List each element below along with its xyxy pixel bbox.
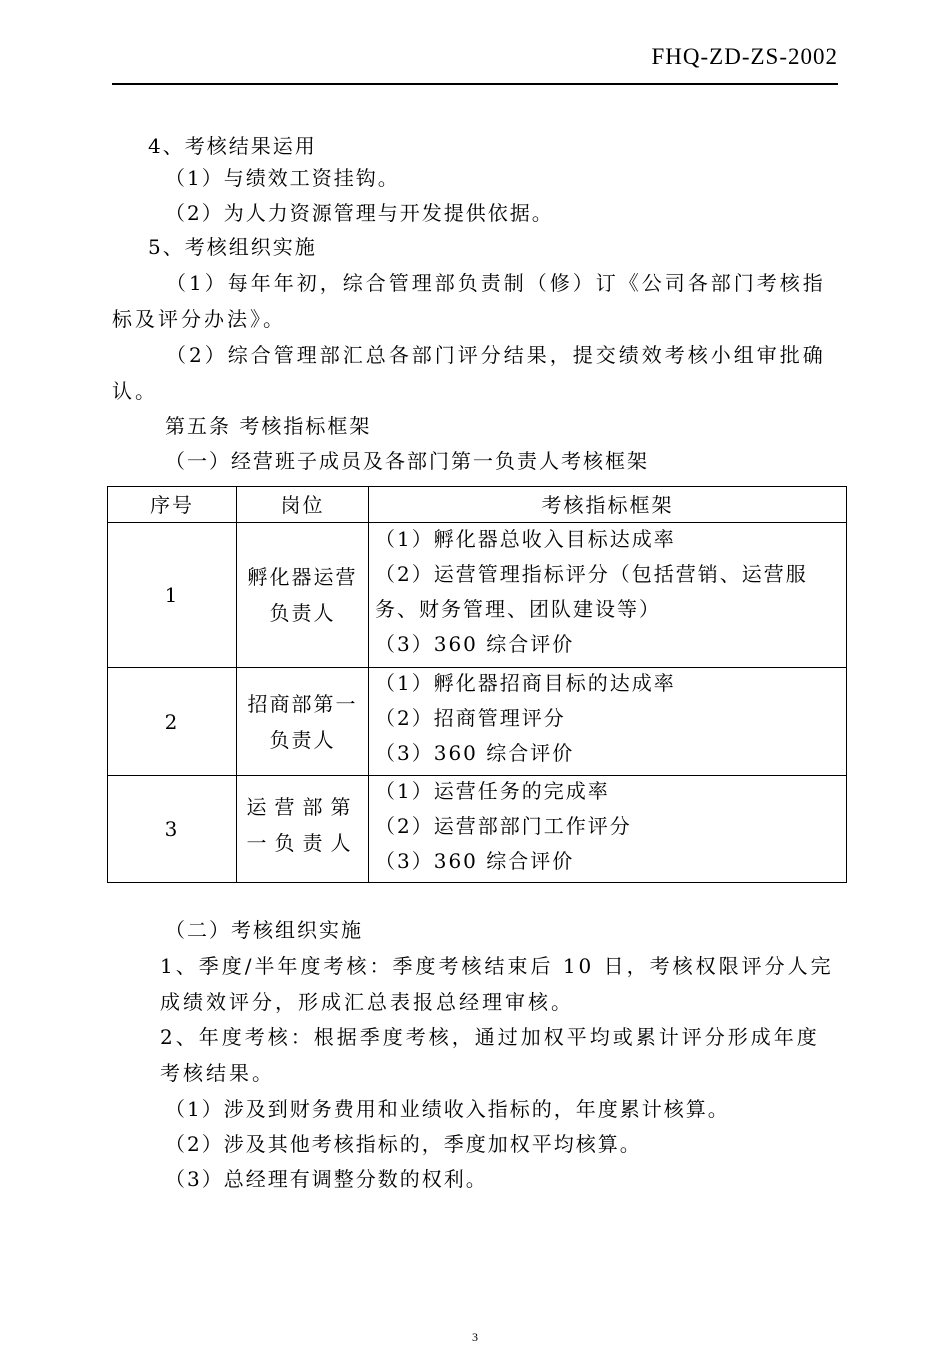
row-serial-no: 2: [108, 668, 237, 776]
table-header-row: [108, 487, 847, 523]
row-framework: [369, 523, 847, 668]
header-framework: 考核指标框架: [369, 487, 847, 523]
part2-item-1: （1）涉及到财务费用和业绩收入指标的，年度累计核算。: [165, 1097, 730, 1121]
part2-paragraph-2: 2、年度考核：根据季度考核，通过加权平均或累计评分形成年度考核结果。: [160, 1025, 820, 1085]
row-framework: [369, 668, 847, 776]
article5-title: 第五条 考核指标框架: [165, 414, 372, 438]
table-row: [108, 776, 847, 883]
position-text: 招商部第一负责人: [247, 691, 358, 752]
row-serial-no: 1: [108, 523, 237, 668]
row-position: [237, 668, 369, 776]
section5-title: 5、考核组织实施: [148, 235, 317, 259]
header-serial-no: 序号: [108, 487, 237, 523]
row-serial-no: 3: [108, 776, 237, 883]
table-row: [108, 668, 847, 776]
framework-item: （2）运营部部门工作评分: [375, 813, 632, 838]
section4-title: 4、考核结果运用: [148, 134, 317, 158]
table-row: [108, 523, 847, 668]
framework-item: （3）360 综合评价: [375, 848, 575, 873]
row-position: [237, 776, 369, 883]
part2-paragraph-1: 1、季度/半年度考核：季度考核结束后 10 日，考核权限评分人完成绩效评分，形成汇总表报总经理审核。: [160, 954, 834, 1014]
assessment-framework-table: [107, 486, 847, 883]
position-text: 运营部第一负责人: [246, 795, 359, 855]
framework-item: （1）孵化器招商目标的达成率: [375, 671, 676, 695]
part2-title: （二）考核组织实施: [165, 918, 363, 942]
part2-item-2: （2）涉及其他考核指标的，季度加权平均核算。: [165, 1132, 642, 1156]
framework-item: （2）运营管理指标评分（包括营销、运营服务、财务管理、团队建设等）: [375, 562, 808, 621]
position-text: 孵化器运营负责人: [247, 565, 358, 625]
section4-item-1: （1）与绩效工资挂钩。: [165, 166, 400, 190]
header-rule: [112, 83, 838, 85]
part2-item-3: （3）总经理有调整分数的权利。: [165, 1167, 488, 1191]
framework-item: （1）运营任务的完成率: [375, 778, 610, 803]
page-number: 3: [472, 1330, 478, 1344]
framework-item: （3）360 综合评价: [375, 632, 575, 656]
framework-item: （1）孵化器总收入目标达成率: [375, 527, 676, 551]
row-position: [237, 523, 369, 668]
framework-item: （3）360 综合评价: [375, 741, 575, 765]
section5-item-2: （2）综合管理部汇总各部门评分结果，提交绩效考核小组审批确认。: [112, 343, 826, 403]
row-framework: [369, 776, 847, 883]
document-code: FHQ-ZD-ZS-2002: [651, 44, 838, 69]
article5-subtitle: （一）经营班子成员及各部门第一负责人考核框架: [165, 449, 649, 473]
section5-item-1: （1）每年年初，综合管理部负责制（修）订《公司各部门考核指标及评分办法》。: [112, 271, 826, 331]
framework-item: （2）招商管理评分: [375, 706, 566, 730]
header-position: 岗位: [237, 487, 369, 523]
section4-item-2: （2）为人力资源管理与开发提供依据。: [165, 201, 554, 225]
